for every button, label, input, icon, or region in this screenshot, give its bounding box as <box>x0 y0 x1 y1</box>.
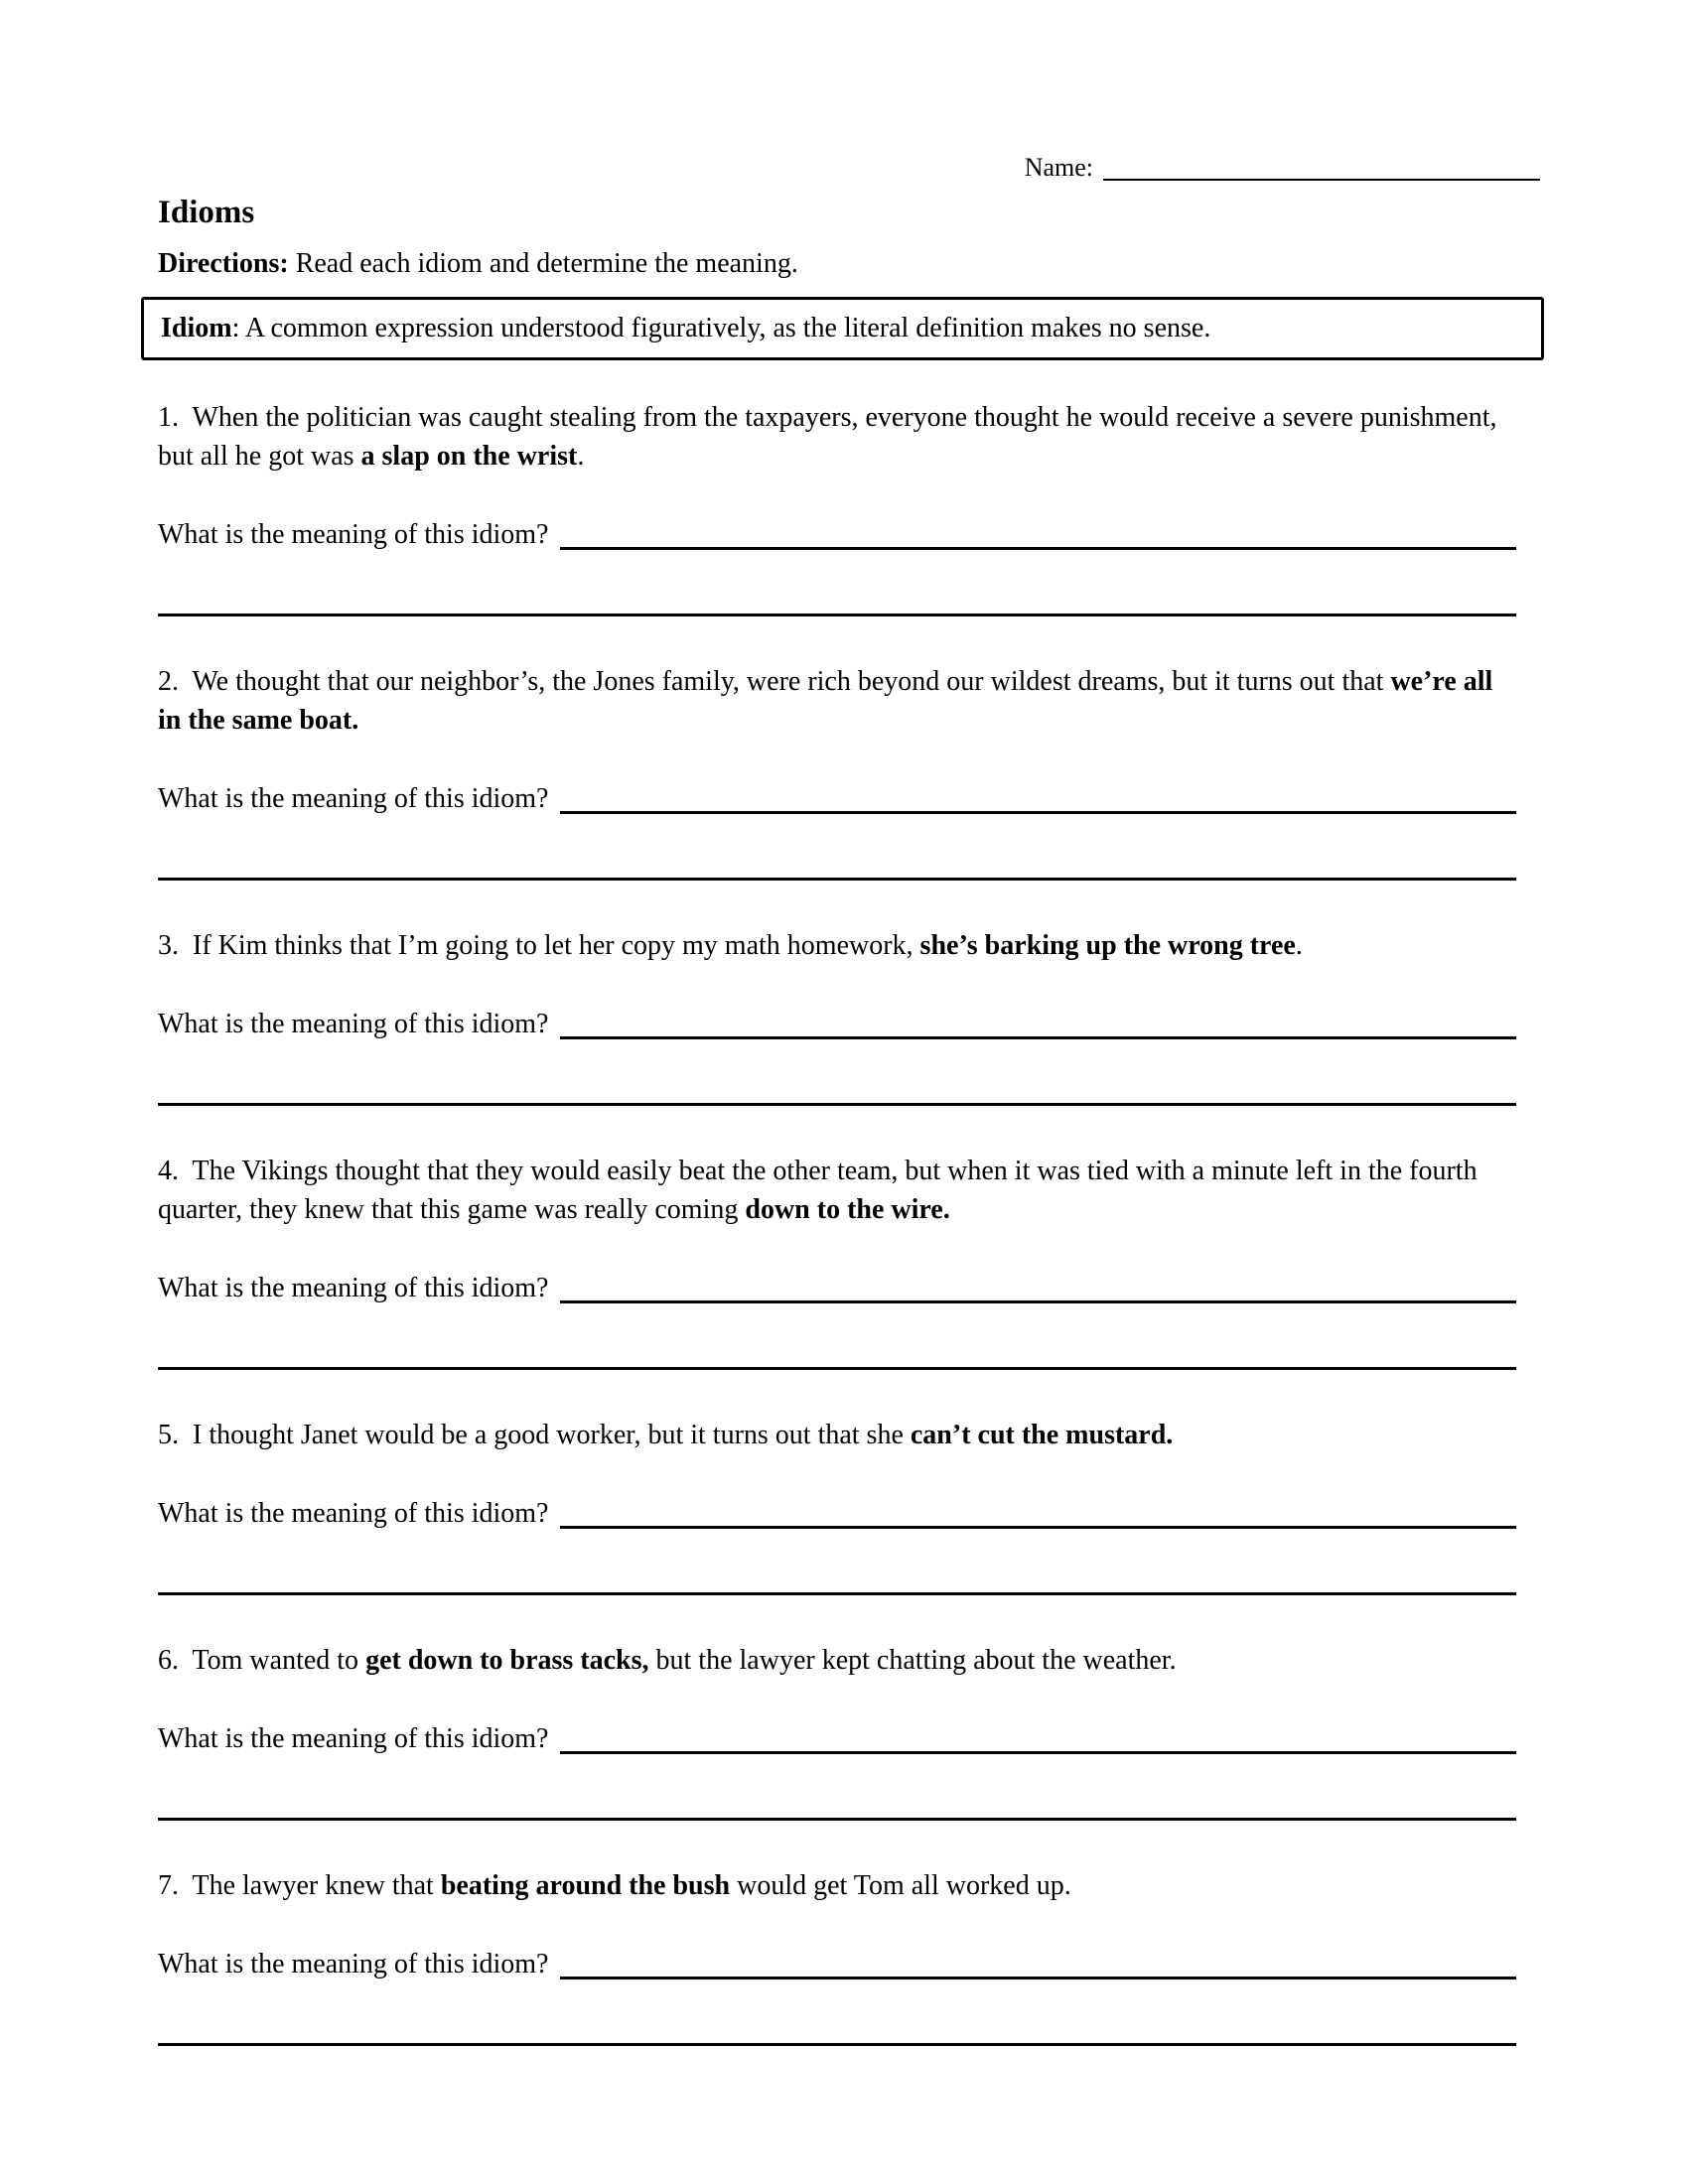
answer-line-first <box>560 547 1516 550</box>
sentence-text: 7. The lawyer knew that <box>158 1870 441 1901</box>
answer-line-second <box>158 878 1516 881</box>
question-block-6 <box>158 1641 1516 1821</box>
idiom-phrase: we’re all in the same boat. <box>158 666 1500 736</box>
answer-line-first <box>560 1300 1516 1303</box>
answer-prompt-row <box>158 779 1516 818</box>
answer-line-second <box>158 614 1516 616</box>
sentence-text: 6. Tom wanted to <box>158 1645 366 1676</box>
answer-prompt-label: What is the meaning of this idiom? <box>158 783 549 814</box>
answer-prompt-label: What is the meaning of this idiom? <box>158 1723 549 1754</box>
sentence-text: 1. When the politician was caught stealing from the taxpayers, everyone thought he would receive a severe punishment, but all he got was <box>158 402 1504 472</box>
answer-line-first <box>560 1751 1516 1754</box>
question-block-4 <box>158 1152 1516 1370</box>
question-sentence <box>158 398 1516 476</box>
name-underline <box>1103 179 1540 181</box>
question-sentence <box>158 1866 1516 1905</box>
sentence-text: 2. We thought that our neighbor’s, the Jones family, were rich beyond our wildest dreams, but it turns out that <box>158 666 1391 697</box>
directions <box>158 244 1516 283</box>
question-sentence <box>158 1152 1516 1229</box>
answer-prompt-label: What is the meaning of this idiom? <box>158 1009 549 1039</box>
question-sentence <box>158 926 1516 965</box>
answer-prompt-row <box>158 1719 1516 1758</box>
answer-line-second <box>158 2043 1516 2046</box>
directions-text: Read each idiom and determine the meaning. <box>288 248 798 279</box>
definition-text: : A common expression understood figuratively, as the literal definition makes no sense. <box>231 313 1211 343</box>
answer-prompt-row <box>158 1005 1516 1043</box>
question-sentence <box>158 1641 1516 1680</box>
answer-line-second <box>158 1818 1516 1821</box>
definition-box <box>141 297 1544 360</box>
answer-line-second <box>158 1103 1516 1106</box>
name-row <box>0 0 1540 185</box>
answer-prompt-label: What is the meaning of this idiom? <box>158 519 549 550</box>
answer-prompt-label: What is the meaning of this idiom? <box>158 1273 549 1303</box>
answer-prompt-row <box>158 515 1516 554</box>
answer-line-first <box>560 1036 1516 1039</box>
question-block-3 <box>158 926 1516 1106</box>
idiom-phrase: a slap on the wrist <box>360 441 578 472</box>
questions-list <box>158 398 1516 2046</box>
answer-line-second <box>158 1367 1516 1370</box>
question-block-5 <box>158 1416 1516 1595</box>
sentence-text: . <box>577 441 585 472</box>
idiom-phrase: can’t cut the mustard. <box>910 1420 1174 1450</box>
answer-prompt-row <box>158 1945 1516 1983</box>
answer-prompt-row <box>158 1494 1516 1533</box>
answer-line-second <box>158 1592 1516 1595</box>
question-sentence <box>158 1416 1516 1454</box>
question-block-2 <box>158 662 1516 881</box>
page-title: Idioms <box>158 195 255 230</box>
question-sentence <box>158 662 1516 740</box>
sentence-text: 3. If Kim thinks that I’m going to let her copy my math homework, <box>158 930 920 961</box>
sentence-text: . <box>1295 930 1303 961</box>
idiom-phrase: down to the wire. <box>745 1194 950 1225</box>
answer-prompt-label: What is the meaning of this idiom? <box>158 1498 549 1529</box>
sentence-text: but the lawyer kept chatting about the weather. <box>648 1645 1177 1676</box>
directions-label: Directions: <box>158 248 289 279</box>
question-block-1 <box>158 398 1516 616</box>
sentence-text: 5. I thought Janet would be a good worker, but it turns out that she <box>158 1420 911 1450</box>
answer-line-first <box>560 1526 1516 1529</box>
question-block-7 <box>158 1866 1516 2046</box>
name-label: Name: <box>1024 153 1093 182</box>
sentence-text: would get Tom all worked up. <box>730 1870 1071 1901</box>
answer-line-first <box>560 811 1516 814</box>
idiom-phrase: beating around the bush <box>440 1870 731 1901</box>
idiom-phrase: get down to brass tacks, <box>365 1645 649 1676</box>
definition-label: Idiom <box>161 313 232 343</box>
sentence-text: 4. The Vikings thought that they would easily beat the other team, but when it was tied with a minute left in the fourth quarter, they knew that this game was really coming <box>158 1156 1484 1225</box>
answer-line-first <box>560 1977 1516 1979</box>
idiom-phrase: she’s barking up the wrong tree <box>919 930 1296 961</box>
answer-prompt-row <box>158 1269 1516 1307</box>
answer-prompt-label: What is the meaning of this idiom? <box>158 1949 549 1979</box>
